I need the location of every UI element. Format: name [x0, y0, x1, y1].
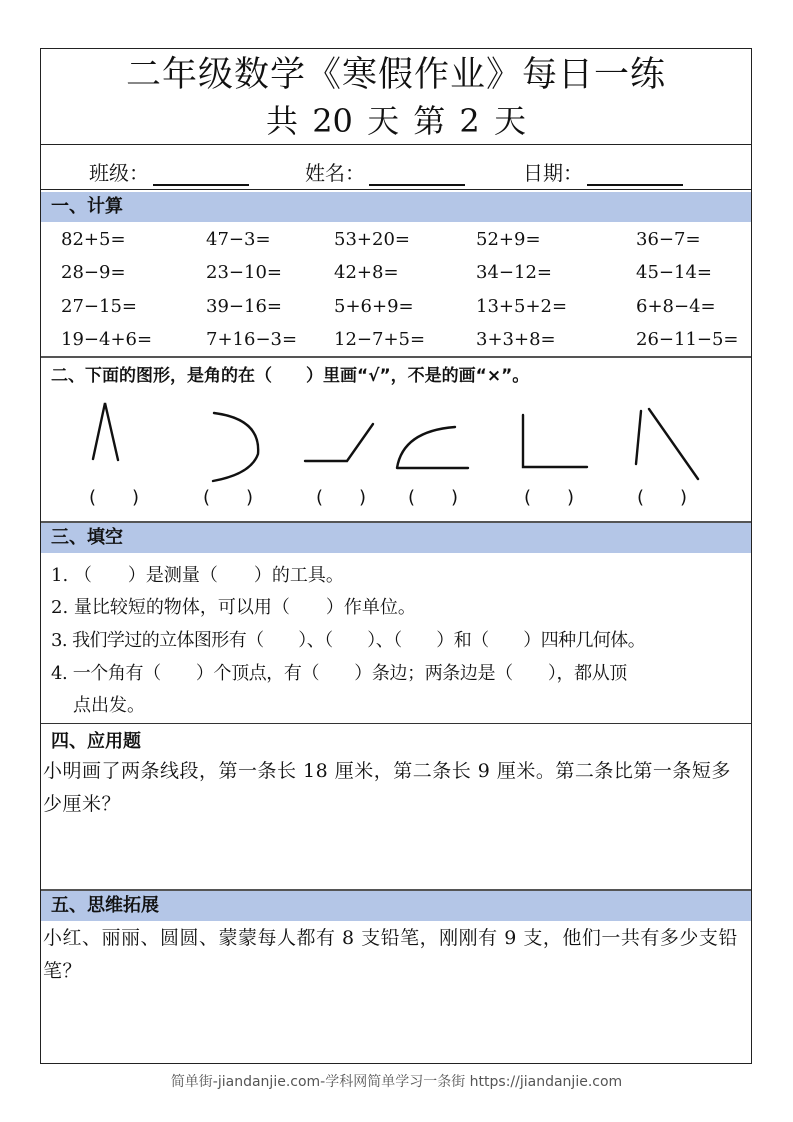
- calc-problem: 5+6+9=: [334, 296, 414, 317]
- calc-row: [41, 223, 751, 257]
- calc-row: [41, 256, 751, 290]
- fill-item-1: 1. （ ）是测量（ ）的工具。: [51, 565, 344, 586]
- calc-problem: 34−12=: [476, 262, 552, 283]
- class-label: 班级：: [89, 161, 149, 185]
- calc-row: [41, 323, 751, 357]
- calc-problem: 53+20=: [334, 229, 410, 250]
- calc-problem: 12−7+5=: [334, 329, 426, 350]
- answer-blank[interactable]: ( ): [316, 487, 367, 508]
- shape-open-lines: [636, 409, 698, 479]
- name-field[interactable]: [305, 157, 465, 186]
- answer-blank[interactable]: ( ): [89, 487, 140, 508]
- class-field[interactable]: [89, 157, 249, 186]
- answer-blank[interactable]: ( ): [408, 487, 459, 508]
- calc-problem: 36−7=: [636, 229, 701, 250]
- shape-right-angle: [523, 415, 587, 467]
- calc-problem: 13+5+2=: [476, 296, 568, 317]
- footer-watermark: 简单街-jiandanjie.com-学科网简单学习一条街 https://jiandanjie.com: [170, 1074, 623, 1090]
- date-field[interactable]: [523, 157, 683, 186]
- section-angles-header: 二、下面的图形，是角的在（ ）里画“√”，不是的画“×”。: [51, 366, 530, 386]
- calc-problem: 42+8=: [334, 262, 399, 283]
- applied-problem-text: 小明画了两条线段，第一条长 18 厘米，第二条长 9 厘米。第二条比第一条短多少厘米？: [43, 760, 731, 815]
- class-blank[interactable]: [153, 164, 249, 186]
- calc-problem: 28−9=: [61, 262, 126, 283]
- shape-curve: [213, 413, 258, 481]
- shape-apex-angle: [93, 403, 118, 460]
- calc-problem: 27−15=: [61, 296, 137, 317]
- page-title: 二年级数学《寒假作业》每日一练: [125, 55, 666, 95]
- calc-problem: 3+3+8=: [476, 329, 556, 350]
- worksheet: [40, 48, 752, 1064]
- calc-problem: 23−10=: [206, 262, 282, 283]
- date-label: 日期：: [523, 161, 583, 185]
- calc-problem: 52+9=: [476, 229, 541, 250]
- calc-problem: 45−14=: [636, 262, 712, 283]
- calc-problem: 6+8−4=: [636, 296, 716, 317]
- section-fill-header: 三、填空: [41, 523, 751, 553]
- section-calc-header: 一、计算: [41, 192, 751, 222]
- title-block: [41, 49, 751, 145]
- thinking-problem-text: 小红、丽丽、圆圆、蒙蒙每人都有 8 支铅笔，刚刚有 9 支，他们一共有多少支铅笔？: [43, 927, 738, 982]
- answer-blank[interactable]: ( ): [524, 487, 575, 508]
- date-blank[interactable]: [587, 164, 683, 186]
- fill-item-4: 4. 一个角有（ ）个顶点，有（ ）条边；两条边是（ ），都从顶: [51, 663, 627, 684]
- shape-arc-line: [397, 427, 468, 468]
- shape-bent-line: [305, 424, 373, 461]
- divider: [41, 356, 751, 358]
- student-info-row: [41, 145, 751, 190]
- calc-problem: 7+16−3=: [206, 329, 298, 350]
- name-label: 姓名：: [305, 161, 365, 185]
- fill-item-2: 2. 量比较短的物体，可以用（ ）作单位。: [51, 597, 416, 618]
- calc-problem: 19−4+6=: [61, 329, 153, 350]
- page-subtitle: 共 20 天 第 2 天: [266, 102, 526, 140]
- fill-item-4-cont: 点出发。: [73, 695, 145, 716]
- divider: [41, 723, 751, 724]
- calc-problem: 26−11−5=: [636, 329, 739, 350]
- calc-problem: 82+5=: [61, 229, 126, 250]
- section-thinking-header: 五、思维拓展: [41, 891, 751, 921]
- name-blank[interactable]: [369, 164, 465, 186]
- calc-row: [41, 290, 751, 324]
- fill-item-3: 3. 我们学过的立体图形有（ ）、（ ）、（ ）和（ ）四种几何体。: [51, 630, 646, 651]
- answer-blank[interactable]: ( ): [203, 487, 254, 508]
- section-applied-header: 四、应用题: [51, 731, 141, 752]
- answer-blank[interactable]: ( ): [637, 487, 688, 508]
- calc-problem: 47−3=: [206, 229, 271, 250]
- calc-problem: 39−16=: [206, 296, 282, 317]
